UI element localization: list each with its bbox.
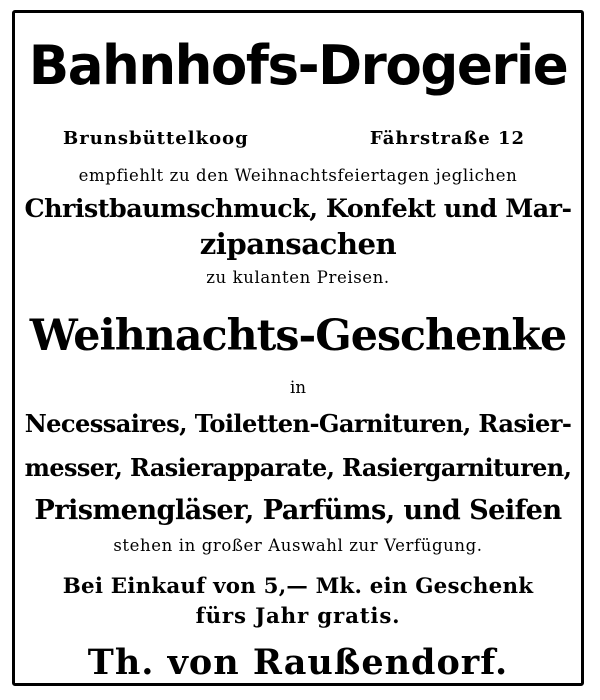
- advertisement-frame: [12, 10, 584, 686]
- products-line-2: zipansachen: [199, 227, 397, 261]
- store-location: Brunsbüttelkoog: [63, 128, 249, 149]
- store-title: Bahnhofs-Drogerie: [28, 34, 568, 97]
- intro-text: empfiehlt zu den Weihnachtsfeiertagen jeglichen: [78, 166, 518, 185]
- gifts-line-2: messer, Rasierapparate, Rasiergarnituren,: [24, 454, 572, 482]
- in-text: in: [290, 378, 306, 397]
- offer-line-2: fürs Jahr gratis.: [195, 604, 401, 629]
- store-address: Fährstraße 12: [369, 128, 525, 149]
- gifts-line-3: Prismengläser, Parfüms, und Seifen: [34, 494, 562, 526]
- signature: Th. von Raußendorf.: [87, 642, 509, 683]
- prices-text: zu kulanten Preisen.: [206, 268, 390, 287]
- location-row: [63, 127, 525, 151]
- gifts-headline: Weihnachts-Geschenke: [29, 311, 567, 361]
- products-line-1: Christbaumschmuck, Konfekt und Mar-: [24, 193, 572, 223]
- offer-line-1: Bei Einkauf von 5,— Mk. ein Geschenk: [62, 574, 534, 599]
- gifts-line-1: Necessaires, Toiletten-Garnituren, Rasier-: [24, 409, 572, 438]
- availability-text: stehen in großer Auswahl zur Verfügung.: [113, 536, 483, 555]
